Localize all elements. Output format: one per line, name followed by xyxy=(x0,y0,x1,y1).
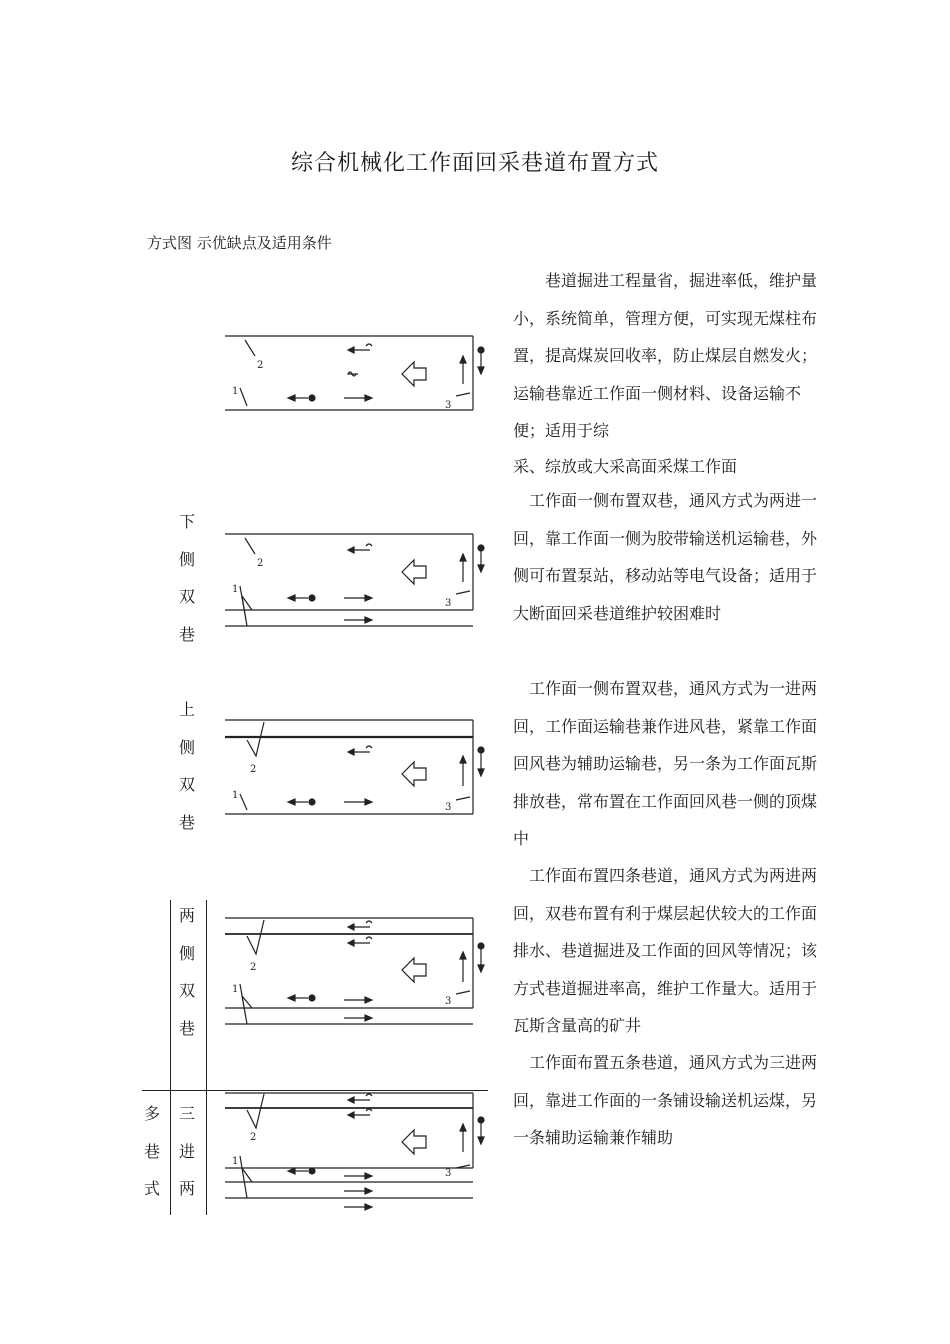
label-lower-double: 下 侧 双 巷 xyxy=(178,512,195,644)
diagram-mark-1: 1 xyxy=(232,584,239,595)
table-rule-inner xyxy=(206,900,207,1215)
desc-lower-double: 工作面一侧布置双巷，通风方式为两进一回，靠工作面一侧为胶带输送机运输巷，外侧可布置泵站，移动站等电气设备；适用于大断面回采巷道维护较困难时 xyxy=(513,491,818,623)
diagram-mark-2: 2 xyxy=(250,962,257,973)
page-title: 综合机械化工作面回采巷道布置方式 xyxy=(290,151,659,176)
diagram-mark-3: 3 xyxy=(445,598,452,609)
desc-upper-double: 工作面一侧布置双巷，通风方式为一进两回，工作面运输巷兼作进风巷，紧靠工作面回风巷为辅助运输巷，另一条为工作面瓦斯排放巷，常布置在工作面回风巷一侧的顶煤中 xyxy=(513,679,818,848)
diagram-upper-double xyxy=(220,710,490,842)
table-header: 方式图 示优缺点及适用条件 xyxy=(147,234,332,252)
diagram-mark-2: 2 xyxy=(250,764,257,775)
desc-single-tail: 采、综放或大采高面采煤工作面 xyxy=(513,457,738,476)
diagram-single xyxy=(220,326,490,458)
diagram-mark-3: 3 xyxy=(445,400,452,411)
diagram-mark-1: 1 xyxy=(232,984,239,995)
diagram-mark-1: 1 xyxy=(232,790,239,801)
diagram-mark-3: 3 xyxy=(445,802,452,813)
diagram-lower-double xyxy=(220,524,490,656)
diagram-mark-2: 2 xyxy=(257,360,264,371)
label-multi: 多 巷 式 xyxy=(143,1104,160,1198)
diagram-mark-3: 3 xyxy=(445,1168,452,1179)
diagram-mark-1: 1 xyxy=(232,386,239,397)
label-three-in-two: 三 进 两 xyxy=(178,1104,195,1198)
diagram-mark-2: 2 xyxy=(257,558,264,569)
diagram-mark-2: 2 xyxy=(250,1132,257,1143)
diagram-mark-1: 1 xyxy=(232,1156,239,1167)
desc-both-double: 工作面布置四条巷道，通风方式为两进两回，双巷布置有利于煤层起伏较大的工作面排水、巷道掘进及工作面的回风等情况；该方式巷道掘进率高，维护工作量大。适用于瓦斯含量高的矿井 xyxy=(513,866,818,1035)
desc-single: 巷道掘进工程量省，掘进率低，维护量小，系统简单，管理方便，可实现无煤柱布置，提高煤炭回收率，防止煤层自燃发火；运输巷靠近工作面一侧材料、设备运输不便；适用于综 xyxy=(513,271,818,440)
diagram-mark-3: 3 xyxy=(445,996,452,1007)
label-upper-double: 上 侧 双 巷 xyxy=(178,700,195,832)
diagram-both-double xyxy=(220,908,490,1040)
diagram-multi xyxy=(220,1084,490,1216)
desc-multi: 工作面布置五条巷道，通风方式为三进两回，靠进工作面的一条铺设输送机运煤，另一条辅助运输兼作辅助 xyxy=(513,1053,818,1147)
label-both-double: 两 侧 双 巷 xyxy=(178,906,195,1038)
table-rule-left xyxy=(170,900,171,1215)
